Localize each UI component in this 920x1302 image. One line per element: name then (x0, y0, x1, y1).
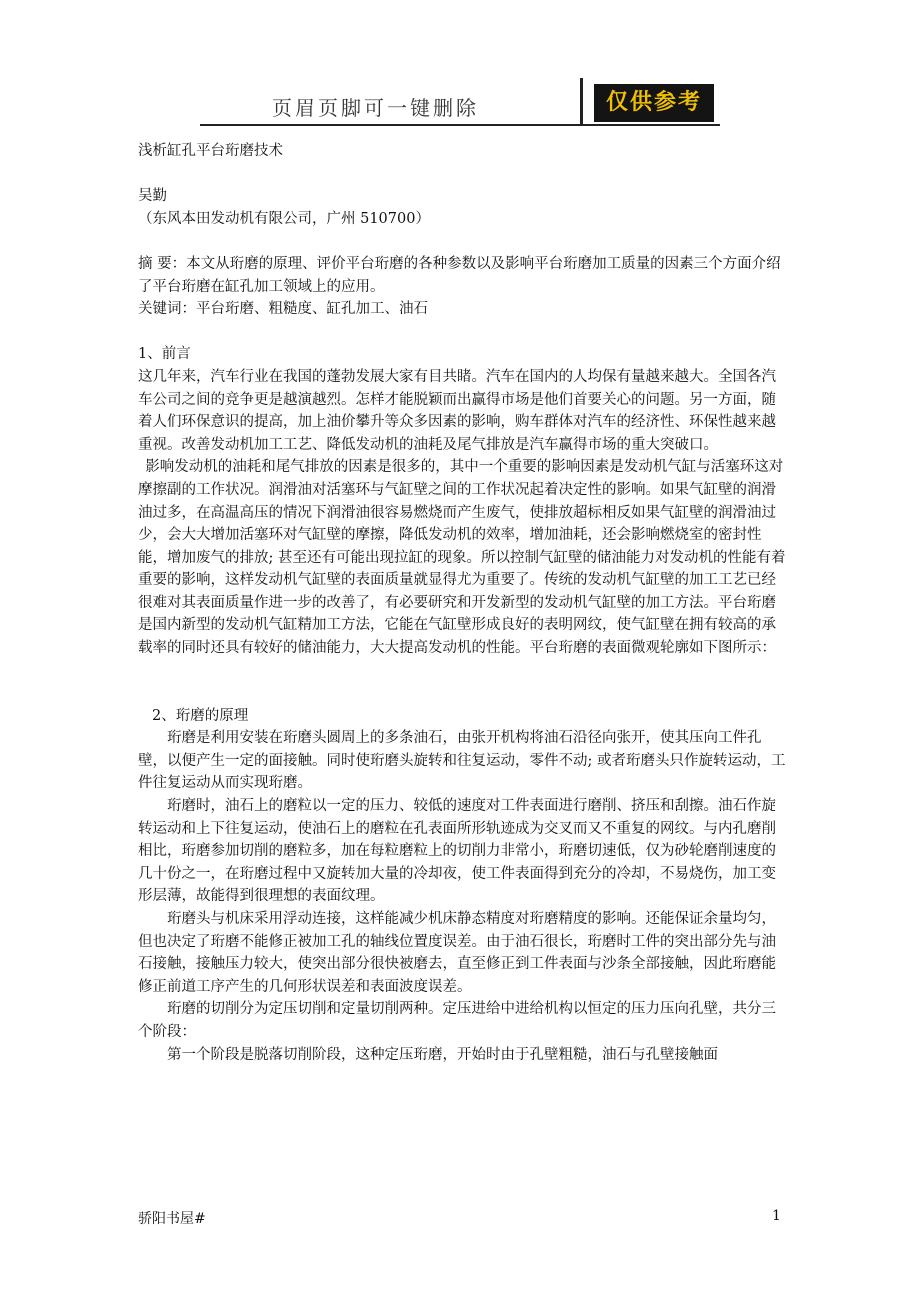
header-title: 页眉页脚可一键删除 (272, 96, 479, 120)
page-number: 1 (772, 1208, 781, 1224)
reference-badge: 仅供参考 (594, 84, 714, 122)
abstract: 摘 要：本文从珩磨的原理、评价平台珩磨的各种参数以及影响平台珩磨加工质量的因素三个方面介绍了平台珩磨在缸孔加工领域上的应用。 (138, 255, 781, 295)
spacer (138, 163, 786, 186)
section2-paragraph: 第一个阶段是脱落切削阶段，这种定压珩磨，开始时由于孔壁粗糙，油石与孔壁接触面 (167, 1046, 718, 1063)
spacer (138, 230, 786, 253)
keywords: 关键词：平台珩磨、粗糙度、缸孔加工、油石 (138, 301, 428, 318)
section1-paragraph: 这几年来，汽车行业在我国的蓬勃发展大家有目共睹。汽车在国内的人均保有量越来越大。全国各汽车公司之间的竞争更是越演越烈。怎样才能脱颖而出赢得市场是他们首要关心的问题。另一方面，随着人们环保意识的提高，加上油价攀升等众多因素的影响，购车群体对汽车的经济性、环保性越来越重视。改善发动机加工工艺、降低发动机的油耗及尾气排放是汽车赢得市场的重大突破口。 (138, 368, 776, 453)
section1-paragraph: 影响发动机的油耗和尾气排放的因素是很多的，其中一个重要的影响因素是发动机气缸与活塞环这对摩擦副的工作状况。润滑油对活塞环与气缸壁之间的工作状况起着决定性的影响。如果气缸壁的润滑油过多，在高温高压的情况下润滑油很容易燃烧而产生废气，使排放超标相反如果气缸壁的润滑油过少，会大大增加活塞环对气缸壁的摩擦，降低发动机的效率，增加油耗，还会影响燃烧室的密封性能，增加废气的排放; 甚至还有可能出现拉缸的现象。所以控制气缸壁的储油能力对发动机的性能有着重要的影响，这样发动机气缸壁的表面质量就显得尤为重要了。传统的发动机气缸壁的加工工艺已经很难对其表面质量作进一步的改善了，有必要研究和开发新型的发动机气缸壁的加工方法。平台珩磨是国内新型的发动机气缸精加工方法，它能在气缸壁形成良好的表明网纹，使气缸壁在拥有较高的承载率的同时还具有较好的储油能力，大大提高发动机的性能。平台珩磨的表面微观轮廓如下图所示： (138, 459, 786, 657)
section2-paragraph: 珩磨时，油石上的磨粒以一定的压力、较低的速度对工件表面进行磨削、挤压和刮擦。油石作旋转运动和上下往复运动，使油石上的磨粒在孔表面所形轨迹成为交叉而又不重复的网纹。与内孔磨削相比，珩磨参加切削的磨粒多，加在每粒磨粒上的切削力非常小，珩磨切速低，仅为砂轮磨削速度的几十份之一，在珩磨过程中又旋转加大量的冷却夜，使工件表面得到充分的冷却，不易烧伤，加工变形层薄，故能得到很理想的表面纹理。 (138, 798, 776, 905)
section2-heading: 2、珩磨的原理 (152, 707, 249, 724)
spacer (138, 321, 786, 344)
spacer (138, 660, 786, 705)
page-header (200, 78, 720, 128)
section2-paragraph: 珩磨头与机床采用浮动连接，这样能减少机床静态精度对珩磨精度的影响。还能保证余量均匀，但也决定了珩磨不能修正被加工孔的轴线位置度误差。由于油石很长，珩磨时工件的突出部分先与油石接触，接触压力较大，使突出部分很快被磨去，直至修正到工件表面与沙条全部接触，因此珩磨能修正前道工序产生的几何形状误差和表面波度误差。 (138, 911, 776, 995)
document-body (138, 140, 786, 1066)
article-title: 浅析缸孔平台珩磨技术 (138, 143, 283, 159)
section2-paragraph: 珩磨的切削分为定压切削和定量切削两种。定压进给中进给机构以恒定的压力压向孔壁，共分三个阶段： (138, 1001, 776, 1040)
header-rule (200, 124, 720, 126)
header-divider (580, 78, 583, 126)
section2-paragraph: 珩磨是利用安装在珩磨头圆周上的多条油石，由张开机构将油石沿径向张开，使其压向工件孔壁，以便产生一定的面接触。同时使珩磨头旋转和往复运动，零件不动; 或者珩磨头只作旋转运动，工件往复运动从而实现珩磨。 (138, 730, 786, 792)
author: 吴勤 (138, 188, 167, 205)
footer-source: 骄阳书屋# (138, 1211, 206, 1227)
section1-heading: 1、前言 (138, 346, 191, 363)
affiliation: （东风本田发动机有限公司，广州 510700） (138, 210, 430, 227)
